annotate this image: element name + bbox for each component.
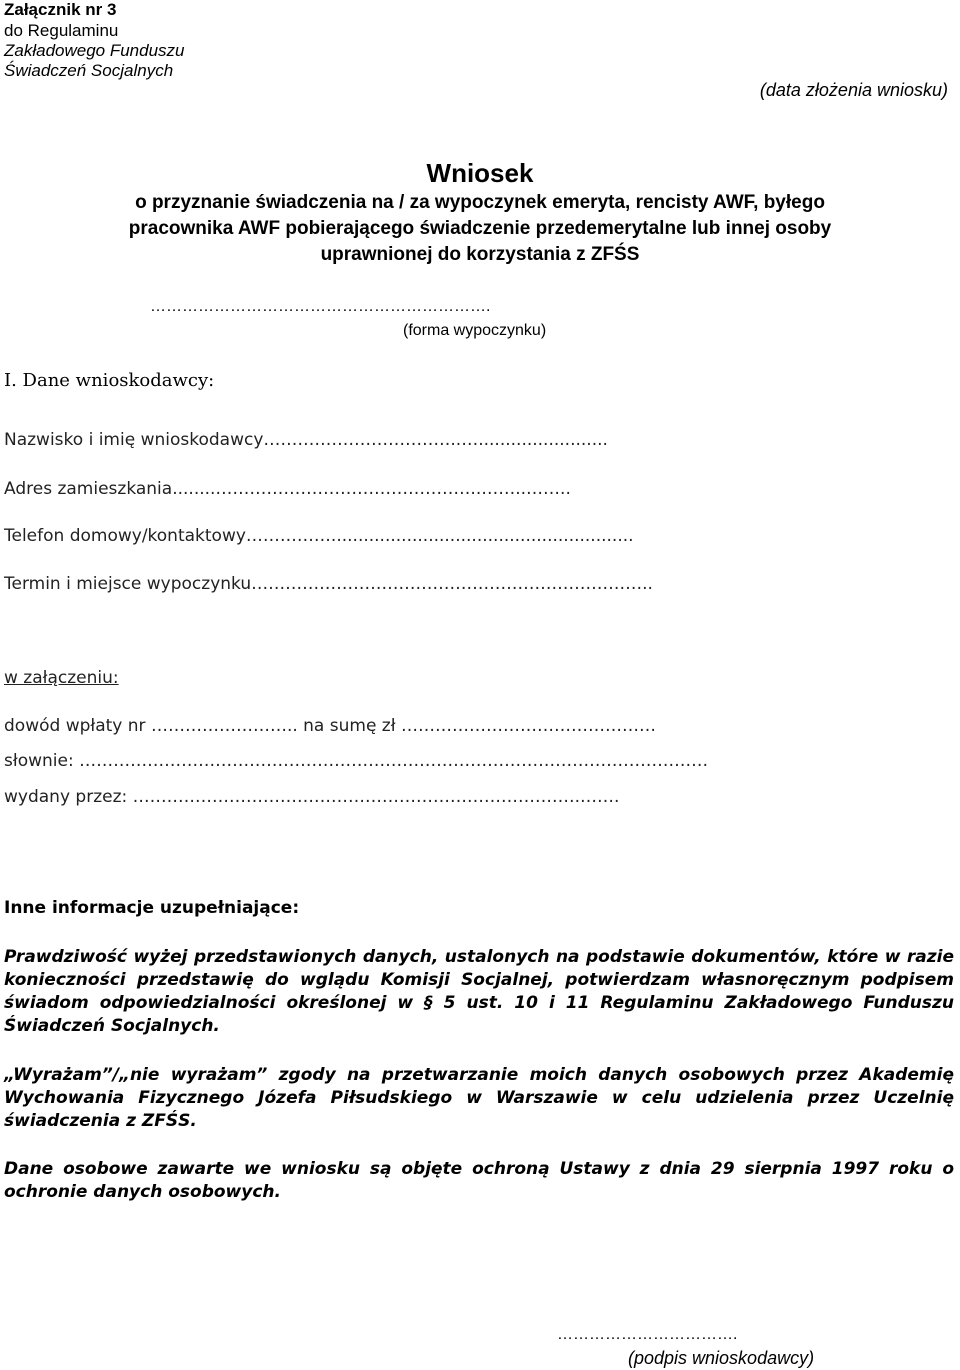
additional-info-heading: Inne informacje uzupełniające: [4, 898, 300, 918]
issued-by-dots[interactable]: …………………………………………………………………….……. [132, 787, 620, 807]
field-phone-dots[interactable]: ……………........................................................ [245, 526, 634, 546]
payment-number-dots[interactable]: …………………….. [150, 716, 298, 736]
regulation-ref-line3: Świadczeń Socjalnych [4, 61, 174, 80]
field-phone-label: Telefon domowy/kontaktowy [4, 526, 246, 546]
regulation-ref-line2: Zakładowego Funduszu [4, 41, 185, 60]
field-amount-words[interactable] [4, 751, 708, 771]
field-date-place-dots[interactable]: …………………………………………………………….. [251, 574, 653, 594]
form-type-dots[interactable]: ………………………………………………………. [150, 298, 491, 315]
amount-dots[interactable]: ……………………………………… [400, 716, 656, 736]
amount-words-label: słownie: [4, 751, 74, 771]
section-heading-applicant: I. Dane wnioskodawcy: [4, 370, 215, 391]
field-address[interactable] [4, 479, 571, 499]
document-subtitle-line3: uprawnionej do korzystania z ZFŚS [320, 244, 640, 265]
field-full-name[interactable] [4, 430, 608, 450]
field-full-name-label: Nazwisko i imię wnioskodawcy [4, 430, 264, 450]
field-payment[interactable] [4, 716, 656, 736]
declaration-paragraph: Prawdziwość wyżej przedstawionych danych, ustalonych na podstawie dokumentów, które w razie konieczności przedstawię do wglądu Komisji Socjalnej, potwierdzam własnoręcznym podpisem świadom odpowiedzialności określonej w § 5 ust. 10 i 11 Regulaminu Zakładowego Funduszu Świadczeń Socjalnych. [4, 947, 954, 1036]
submission-date-label: (data złożenia wniosku) [759, 80, 948, 100]
field-full-name-dots[interactable]: ……………………………..…........................ [263, 430, 608, 450]
field-issued-by[interactable] [4, 787, 619, 807]
document-subtitle-line1: o przyznanie świadczenia na / za wypoczynek emeryta, rencisty AWF, byłego [135, 192, 825, 213]
amount-label: na sumę zł [303, 716, 396, 736]
attachment-number: Załącznik nr 3 [4, 0, 117, 19]
signature-dots[interactable]: ……………………………. [557, 1326, 738, 1343]
field-address-dots[interactable]: ........………………………………………..……..…….. [172, 479, 571, 499]
field-date-place[interactable] [4, 574, 653, 594]
document-subtitle-line2: pracownika AWF pobierającego świadczenie przedemerytalne lub innej osoby [128, 218, 832, 239]
form-type-label: (forma wypoczynku) [403, 322, 547, 339]
consent-paragraph: „Wyrażam”/„nie wyrażam” zgody na przetwarzanie moich danych osobowych przez Akademię Wychowania Fizycznego Józefa Piłsudskiego w Warszawie w celu udzielenia przez Uczelnię świadczenia z ZFŚS. [4, 1065, 954, 1131]
field-phone[interactable] [4, 526, 634, 546]
regulation-ref-line1: do Regulaminu [4, 21, 119, 40]
attachments-heading: w załączeniu: [4, 668, 119, 688]
field-date-place-label: Termin i miejsce wypoczynku [4, 574, 252, 594]
data-protection-paragraph: Dane osobowe zawarte we wniosku są objęte ochroną Ustawy z dnia 29 sierpnia 1997 roku o ochronie danych osobowych. [4, 1159, 954, 1202]
issued-by-label: wydany przez: [4, 787, 128, 807]
payment-number-label: dowód wpłaty nr [4, 716, 146, 736]
signature-label: (podpis wnioskodawcy) [628, 1348, 815, 1368]
document-title: Wniosek [426, 158, 534, 188]
field-address-label: Adres zamieszkania [4, 479, 173, 499]
amount-words-dots[interactable]: ………………………………………………………………………………………………… [79, 751, 709, 771]
